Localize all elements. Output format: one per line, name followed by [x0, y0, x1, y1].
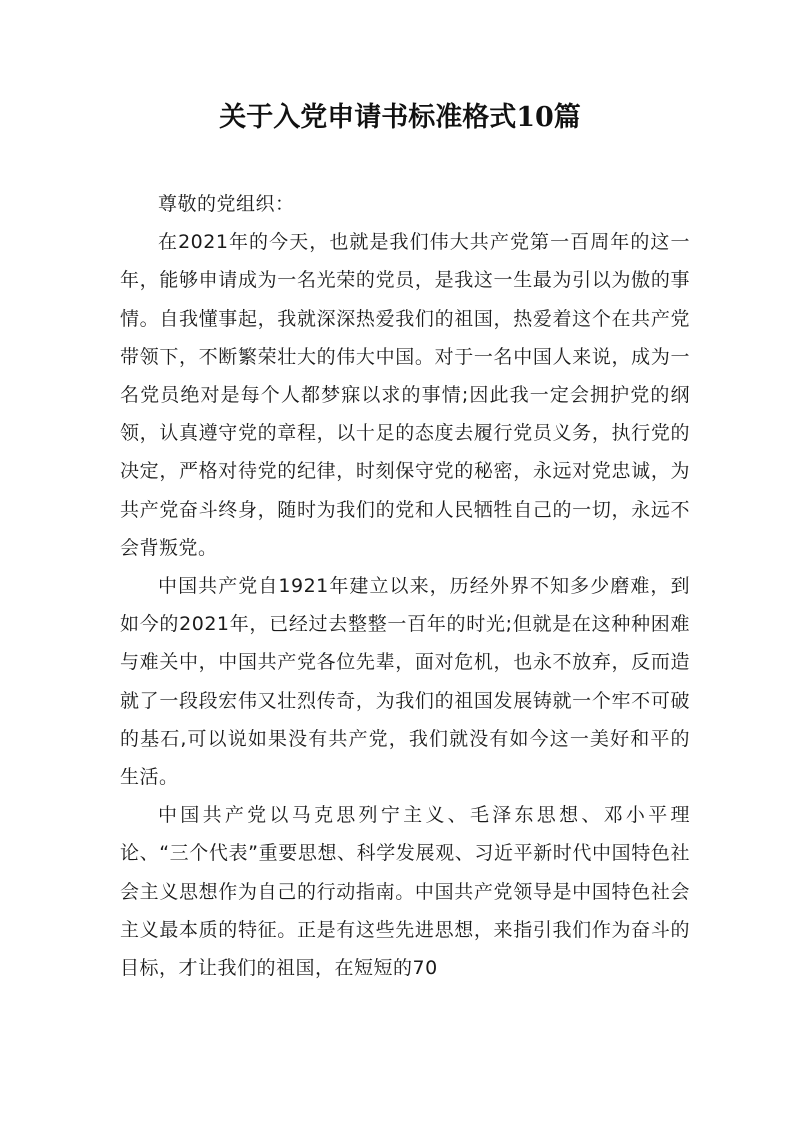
document-body [120, 185, 690, 987]
document-title: 关于入党申请书标准格式10篇 [219, 102, 581, 133]
paragraph-3: 中国共产党以马克思列宁主义、毛泽东思想、邓小平理论、“三个代表”重要思想、科学发展观、习近平新时代中国特色社会主义思想作为自己的行动指南。中国共产党领导是中国特色社会主义最本质的特征。正是有这些先进思想，来指引我们作为奋斗的目标，才让我们的祖国，在短短的70 [120, 804, 690, 980]
paragraph-1: 在2021年的今天，也就是我们伟大共产党第一百周年的这一年，能够申请成为一名光荣的党员，是我这一生最为引以为傲的事情。自我懂事起，我就深深热爱我们的祖国，热爱着这个在共产党带领下，不断繁荣壮大的伟大中国。对于一名中国人来说，成为一名党员绝对是每个人都梦寐以求的事情;因此我一定会拥护党的纲领，认真遵守党的章程，以十足的态度去履行党员义务，执行党的决定，严格对待党的纪律，时刻保守党的秘密，永远对党忠诚，为共产党奋斗终身，随时为我们的党和人民牺牲自己的一切，永远不会背叛党。 [120, 231, 690, 559]
salutation: 尊敬的党组织： [158, 193, 295, 215]
paragraph-2: 中国共产党自1921年建立以来，历经外界不知多少磨难，到如今的2021年，已经过去整整一百年的时光;但就是在这种种困难与难关中，中国共产党各位先辈，面对危机，也永不放弃，反而造就了一段段宏伟又壮烈传奇，为我们的祖国发展铸就一个牢不可破的基石,可以说如果没有共产党，我们就没有如今这一美好和平的生活。 [120, 575, 690, 789]
